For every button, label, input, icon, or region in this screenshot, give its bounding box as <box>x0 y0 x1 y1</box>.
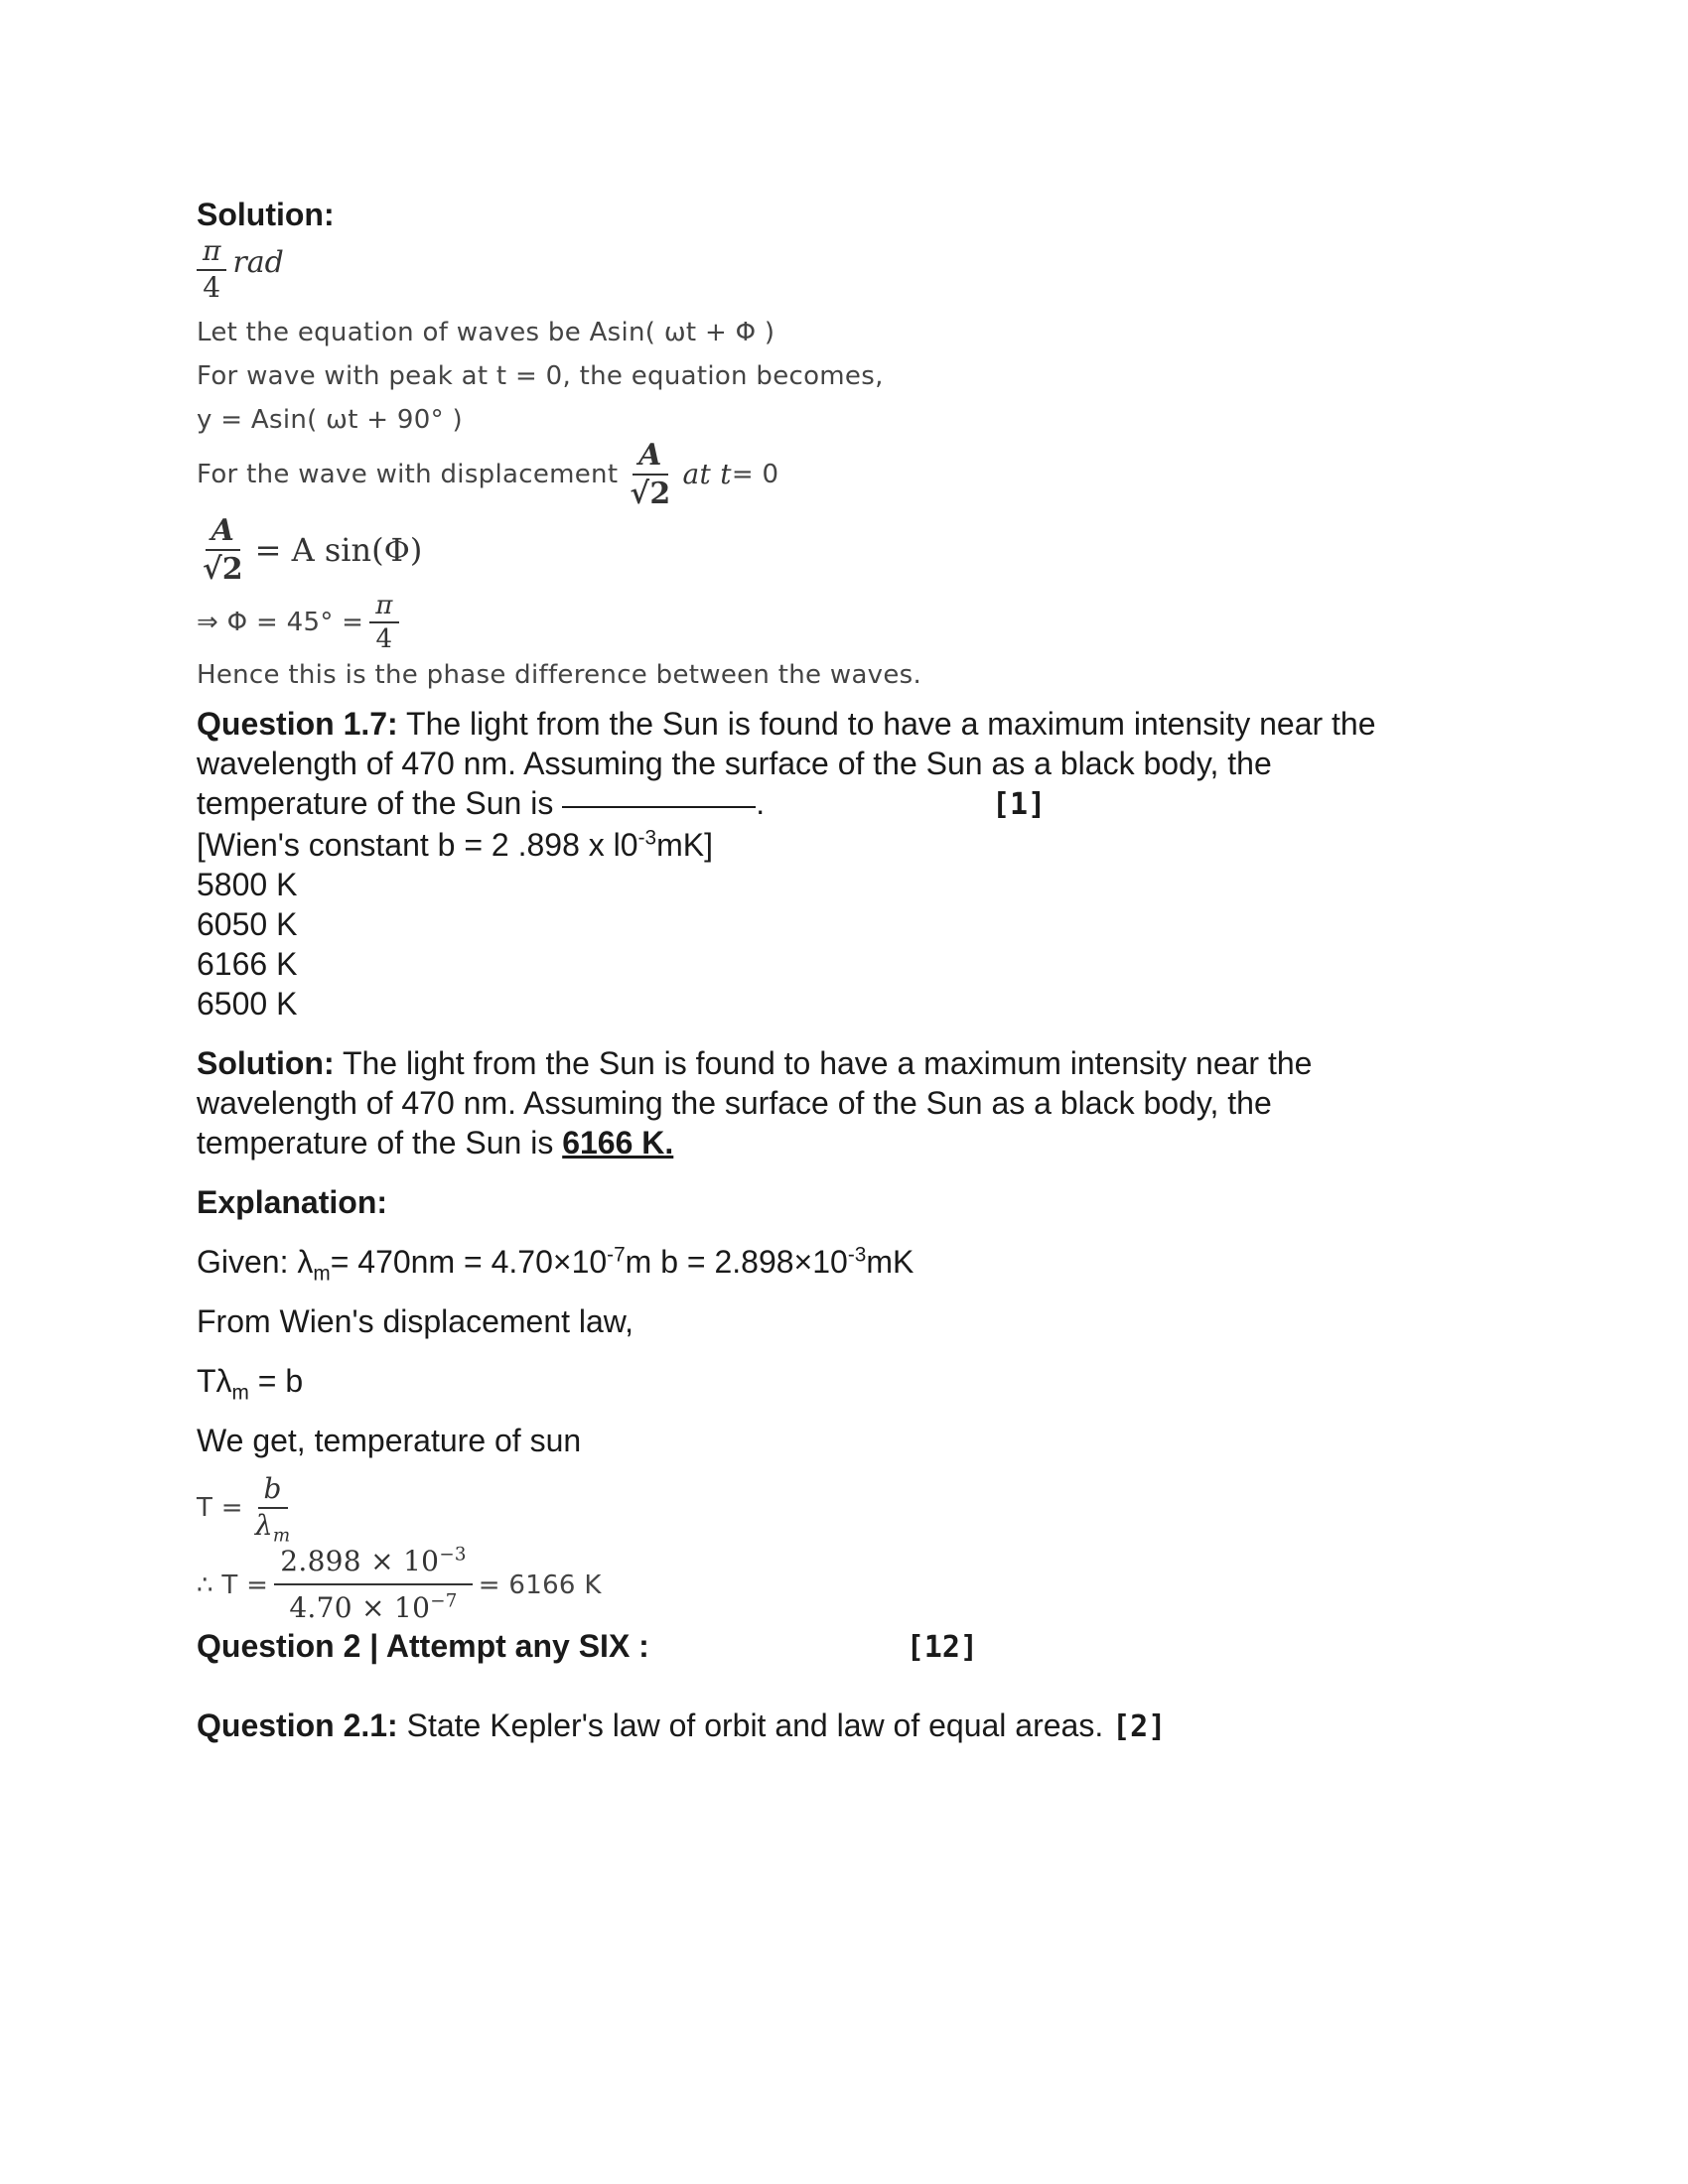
given-values: Given: $\lambda_m= 470nm = 4.70\times 10^{-7}m$ $b = 2.898\times 10^{-3}mK$ <box>197 1243 914 1286</box>
question-1-7-marks: [1] <box>991 786 1047 822</box>
option-3: 6166 K <box>197 945 298 982</box>
we-get-line: We get, temperature of sun <box>197 1422 582 1458</box>
displacement-fraction: $\frac{A}{√2}$ <box>630 437 671 511</box>
answer-unit: rad <box>232 245 284 281</box>
question-2-heading: Question 2 | Attempt any SIX : [12] <box>197 1627 978 1665</box>
phase-result: ⇒ Φ = 45° = $\frac{\pi}{4}$ <box>197 592 1487 654</box>
solution-conclusion: Hence this is the phase difference between the waves. <box>197 659 922 690</box>
solution-2: Solution: The light from the Sun is found to have a maximum intensity near the wavelength of 470 nm. Assuming the surface of the Sun as a black body, the temperature of the Sun is 6166 K. <box>197 1044 1313 1160</box>
solution-line-1: Let the equation of waves be Asin( ωt + Φ ) <box>197 317 775 347</box>
answer-blank <box>562 806 756 808</box>
option-1: 5800 K <box>197 866 298 902</box>
amplitude-equation: $\frac{A}{√2}$ = A sin(Φ) <box>197 514 1487 586</box>
calculation-fraction: $\frac{2.898 \times 10^{-3}}{4.70 \times 10^{-7}}$ <box>274 1547 472 1624</box>
solution-heading: Solution: <box>197 197 335 232</box>
wien-law-formula: $T\lambda_m = b$ <box>197 1362 304 1405</box>
document-page <box>197 195 1487 1747</box>
question-2-marks: [12] <box>906 1629 978 1665</box>
answer-fraction: $\frac{\pi}{4}$ <box>197 236 226 304</box>
solution-line-4: For the wave with displacement $\frac{A}{√2}$ at t = 0 <box>197 437 779 511</box>
wien-constant: [Wien's constant b = 2 .898 x $l0^{-3}mK$] <box>197 826 713 863</box>
option-4: 6500 K <box>197 985 298 1022</box>
phase-fraction: $\frac{\pi}{4}$ <box>369 592 398 654</box>
solution-line-2: For wave with peak at t = 0, the equation becomes, <box>197 360 884 391</box>
solution-line-3: y = Asin( ωt + 90° ) <box>197 404 463 435</box>
temperature-calculation: ∴ T = $\frac{2.898 \times 10^{-3}}{4.70 \times 10^{-7}}$ = 6166 K <box>197 1545 602 1625</box>
temperature-formula: T = $\frac{b}{\lambda_m}$ <box>197 1474 1487 1542</box>
solution-2-answer: 6166 K. <box>562 1124 674 1160</box>
question-2-1-marks: [2] <box>1112 1708 1167 1744</box>
question-2-1: Question 2.1: State Kepler's law of orbit and law of equal areas. [2] <box>197 1706 1167 1744</box>
explanation-heading: Explanation: <box>197 1183 388 1220</box>
solution-answer <box>197 236 1487 304</box>
option-2: 6050 K <box>197 905 298 942</box>
question-1-7: Question 1.7: The light from the Sun is found to have a maximum intensity near the wavelength of 470 nm. Assuming the surface of the Sun as a black body, the temperature of the Sun is . [1] <box>197 705 1376 822</box>
wien-law-line: From Wien's displacement law, <box>197 1302 634 1339</box>
amplitude-fraction: $\frac{A}{√2}$ <box>203 512 243 587</box>
temperature-fraction: $\frac{b}{\lambda_m}$ <box>254 1471 291 1547</box>
